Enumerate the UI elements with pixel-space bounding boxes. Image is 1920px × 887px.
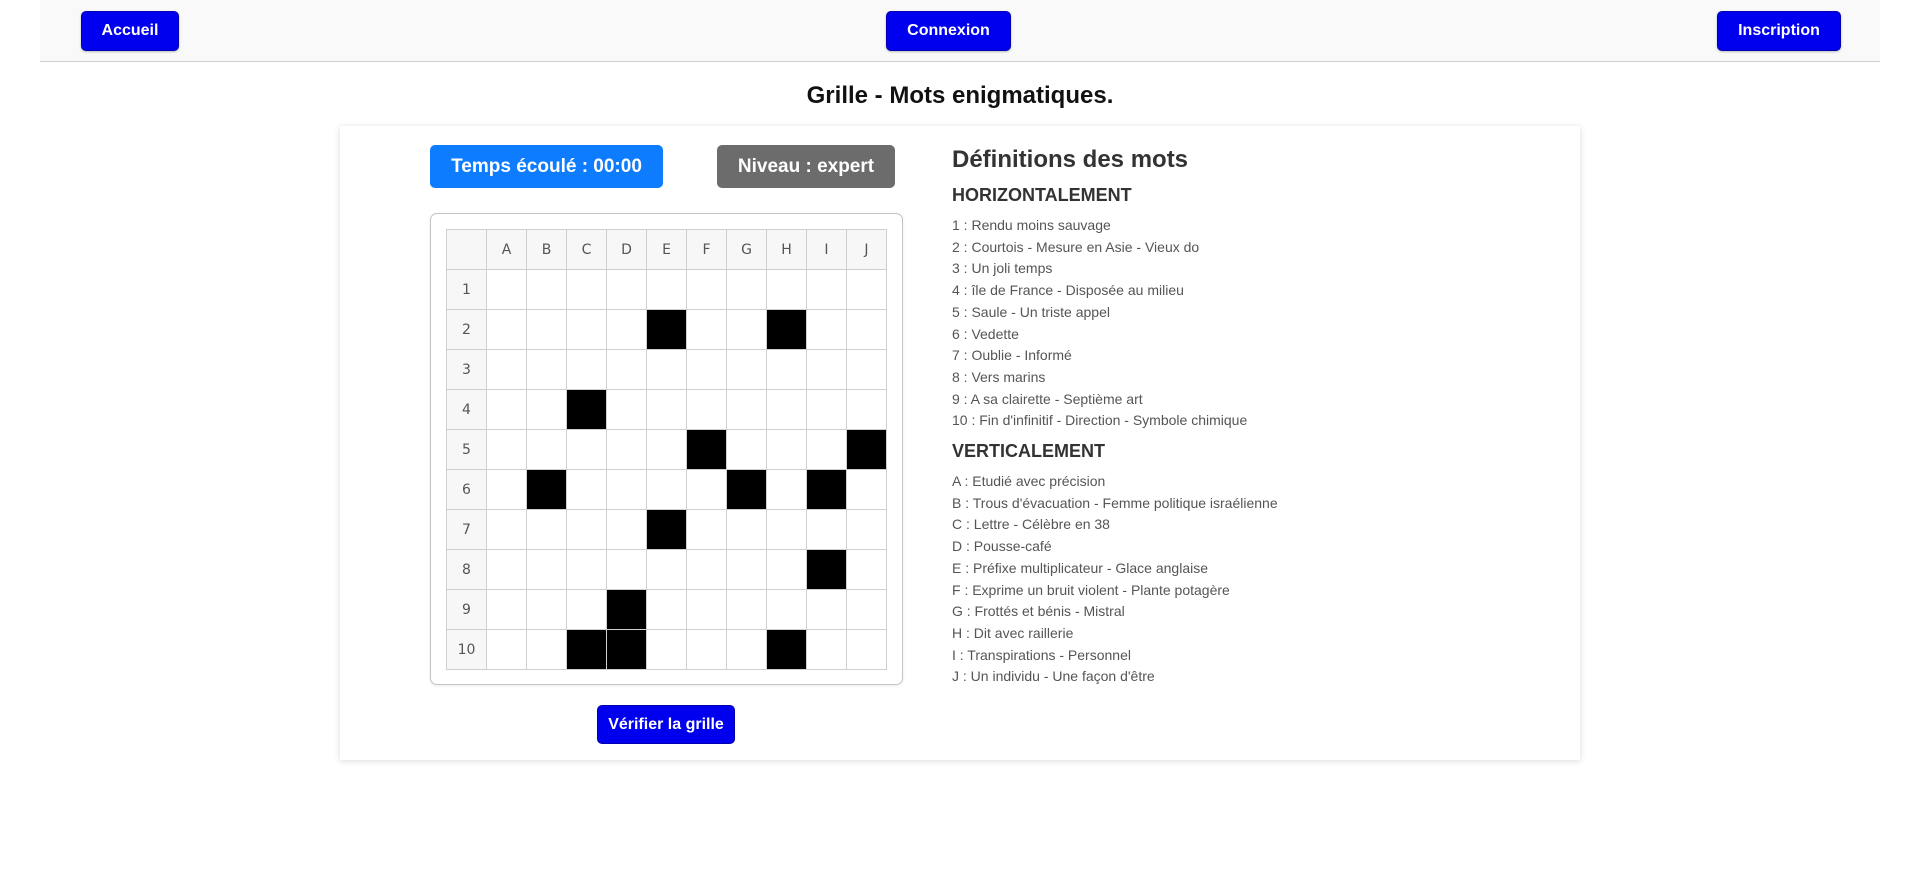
grid-cell[interactable] [647, 430, 687, 470]
grid-cell[interactable] [607, 430, 647, 470]
grid-cell[interactable] [607, 310, 647, 350]
grid-cell[interactable] [647, 470, 687, 510]
grid-cell[interactable] [807, 630, 847, 670]
vertical-heading: VERTICALEMENT [952, 441, 1105, 462]
grid-cell[interactable] [767, 550, 807, 590]
grid-cell[interactable] [607, 510, 647, 550]
grid-cell[interactable] [567, 350, 607, 390]
definitions-title: Définitions des mots [952, 146, 1189, 173]
grid-cell[interactable] [607, 270, 647, 310]
grid-cell[interactable] [487, 310, 527, 350]
grid-cell[interactable] [567, 510, 607, 550]
clue-item: H : Dit avec raillerie [952, 624, 1074, 641]
black-cell [807, 470, 847, 510]
grid-cell[interactable] [687, 390, 727, 430]
grid-cell[interactable] [487, 430, 527, 470]
definitions-panel [952, 144, 1512, 692]
grid-cell[interactable] [687, 550, 727, 590]
grid-cell[interactable] [767, 430, 807, 470]
grid-cell[interactable] [847, 590, 887, 630]
grid-cell[interactable] [807, 590, 847, 630]
grid-cell[interactable] [607, 550, 647, 590]
grid-cell[interactable] [527, 550, 567, 590]
grid-cell[interactable] [527, 310, 567, 350]
grid-cell[interactable] [727, 270, 767, 310]
grid-cell[interactable] [847, 390, 887, 430]
crossword-grid [446, 229, 887, 670]
black-cell [607, 630, 647, 670]
grid-cell[interactable] [527, 590, 567, 630]
grid-cell[interactable] [647, 390, 687, 430]
clue-item: 7 : Oublie - Informé [952, 347, 1072, 364]
grid-cell[interactable] [807, 350, 847, 390]
clue-item: C : Lettre - Célèbre en 38 [952, 516, 1110, 533]
page-title: Grille - Mots enigmatiques. [806, 82, 1114, 109]
grid-cell[interactable] [847, 270, 887, 310]
column-header: J [847, 230, 887, 270]
grid-cell[interactable] [527, 270, 567, 310]
black-cell [807, 550, 847, 590]
horizontal-heading: HORIZONTALEMENT [952, 185, 1132, 205]
row-header: 6 [447, 470, 487, 510]
clue-item: 1 : Rendu moins sauvage [952, 217, 1111, 233]
black-cell [767, 310, 807, 350]
grid-cell[interactable] [647, 630, 687, 670]
grid-cell[interactable] [527, 510, 567, 550]
grid-cell[interactable] [527, 430, 567, 470]
grid-cell[interactable] [567, 550, 607, 590]
grid-cell[interactable] [807, 430, 847, 470]
black-cell [847, 430, 887, 470]
grid-cell[interactable] [687, 270, 727, 310]
black-cell [767, 630, 807, 670]
grid-cell[interactable] [567, 430, 607, 470]
grid-cell[interactable] [847, 630, 887, 670]
grid-cell[interactable] [647, 350, 687, 390]
row-header: 8 [447, 550, 487, 590]
vertical-clues [952, 471, 1512, 688]
clue-item: F : Exprime un bruit violent - Plante potagère [952, 581, 1230, 598]
clue-item: I : Transpirations - Personnel [952, 646, 1131, 663]
grid-cell[interactable] [847, 550, 887, 590]
grid-cell[interactable] [567, 270, 607, 310]
grid-cell[interactable] [807, 310, 847, 350]
level-badge: Niveau : expert [717, 145, 895, 188]
grid-cell[interactable] [767, 270, 807, 310]
grid-cell[interactable] [727, 630, 767, 670]
clue-item: 5 : Saule - Un triste appel [952, 303, 1110, 320]
grid-cell[interactable] [727, 390, 767, 430]
grid-cell[interactable] [487, 470, 527, 510]
grid-cell[interactable] [687, 590, 727, 630]
clue-item: D : Pousse-café [952, 538, 1052, 555]
grid-cell[interactable] [607, 470, 647, 510]
grid-cell[interactable] [847, 310, 887, 350]
grid-cell[interactable] [487, 590, 527, 630]
black-cell [647, 510, 687, 550]
column-header: A [487, 230, 527, 270]
horizontal-clues [952, 215, 1512, 432]
grid-cell[interactable] [487, 630, 527, 670]
grid-cell[interactable] [527, 350, 567, 390]
grid-cell[interactable] [807, 390, 847, 430]
clue-item: 10 : Fin d'infinitif - Direction - Symbole chimique [952, 412, 1248, 429]
clue-item: A : Etudié avec précision [952, 473, 1106, 490]
column-header: F [687, 230, 727, 270]
verify-grid-button[interactable]: Vérifier la grille [597, 705, 735, 744]
grid-cell[interactable] [727, 430, 767, 470]
grid-cell[interactable] [647, 270, 687, 310]
timer-badge: Temps écoulé : 00:00 [430, 145, 663, 188]
clue-item: B : Trous d'évacuation - Femme politique israélienne [952, 494, 1278, 511]
black-cell [527, 470, 567, 510]
black-cell [727, 470, 767, 510]
clue-item: 2 : Courtois - Mesure en Asie - Vieux do [952, 238, 1200, 255]
grid-cell[interactable] [527, 630, 567, 670]
clue-item: 9 : A sa clairette - Septième art [952, 390, 1143, 407]
black-cell [567, 390, 607, 430]
row-header: 7 [447, 510, 487, 550]
grid-cell[interactable] [807, 270, 847, 310]
grid-cell[interactable] [727, 310, 767, 350]
row-header: 1 [447, 270, 487, 310]
column-header: B [527, 230, 567, 270]
grid-cell[interactable] [487, 510, 527, 550]
column-header: D [607, 230, 647, 270]
grid-cell[interactable] [767, 470, 807, 510]
grid-cell[interactable] [567, 310, 607, 350]
grid-cell[interactable] [847, 510, 887, 550]
black-cell [567, 630, 607, 670]
black-cell [607, 590, 647, 630]
clue-item: 4 : île de France - Disposée au milieu [952, 282, 1184, 299]
row-header: 2 [447, 310, 487, 350]
clue-item: 3 : Un joli temps [952, 260, 1053, 277]
grid-cell[interactable] [527, 390, 567, 430]
top-navigation [40, 0, 1880, 62]
grid-cell[interactable] [767, 390, 807, 430]
row-header: 10 [447, 630, 487, 670]
crossword-container [430, 213, 903, 685]
grid-cell[interactable] [847, 470, 887, 510]
grid-cell[interactable] [767, 350, 807, 390]
grid-cell[interactable] [847, 350, 887, 390]
grid-cell[interactable] [727, 350, 767, 390]
grid-cell[interactable] [687, 350, 727, 390]
clue-item: 8 : Vers marins [952, 368, 1046, 385]
grid-cell[interactable] [687, 630, 727, 670]
grid-cell[interactable] [487, 350, 527, 390]
column-header: C [567, 230, 607, 270]
row-header: 4 [447, 390, 487, 430]
grid-cell[interactable] [567, 470, 607, 510]
grid-cell[interactable] [647, 550, 687, 590]
row-header: 9 [447, 590, 487, 630]
grid-cell[interactable] [727, 510, 767, 550]
clue-item: J : Un individu - Une façon d'être [952, 668, 1155, 685]
column-header: G [727, 230, 767, 270]
grid-cell[interactable] [807, 510, 847, 550]
grid-cell[interactable] [607, 390, 647, 430]
black-cell [687, 430, 727, 470]
grid-cell[interactable] [727, 590, 767, 630]
grid-cell[interactable] [687, 310, 727, 350]
row-header: 5 [447, 430, 487, 470]
home-button[interactable]: Accueil [81, 11, 179, 51]
column-header: I [807, 230, 847, 270]
black-cell [647, 310, 687, 350]
grid-cell[interactable] [607, 350, 647, 390]
grid-corner [447, 230, 487, 270]
grid-cell[interactable] [567, 590, 607, 630]
grid-cell[interactable] [647, 590, 687, 630]
grid-cell[interactable] [487, 390, 527, 430]
column-header: H [767, 230, 807, 270]
grid-cell[interactable] [487, 550, 527, 590]
login-button[interactable]: Connexion [886, 11, 1011, 51]
grid-cell[interactable] [767, 510, 807, 550]
grid-cell[interactable] [767, 590, 807, 630]
clue-item: E : Préfixe multiplicateur - Glace anglaise [952, 559, 1208, 576]
clue-item: G : Frottés et bénis - Mistral [952, 603, 1125, 620]
clue-item: 6 : Vedette [952, 325, 1019, 342]
grid-cell[interactable] [487, 270, 527, 310]
grid-cell[interactable] [687, 470, 727, 510]
grid-cell[interactable] [727, 550, 767, 590]
column-header: E [647, 230, 687, 270]
row-header: 3 [447, 350, 487, 390]
grid-cell[interactable] [687, 510, 727, 550]
register-button[interactable]: Inscription [1717, 11, 1841, 51]
